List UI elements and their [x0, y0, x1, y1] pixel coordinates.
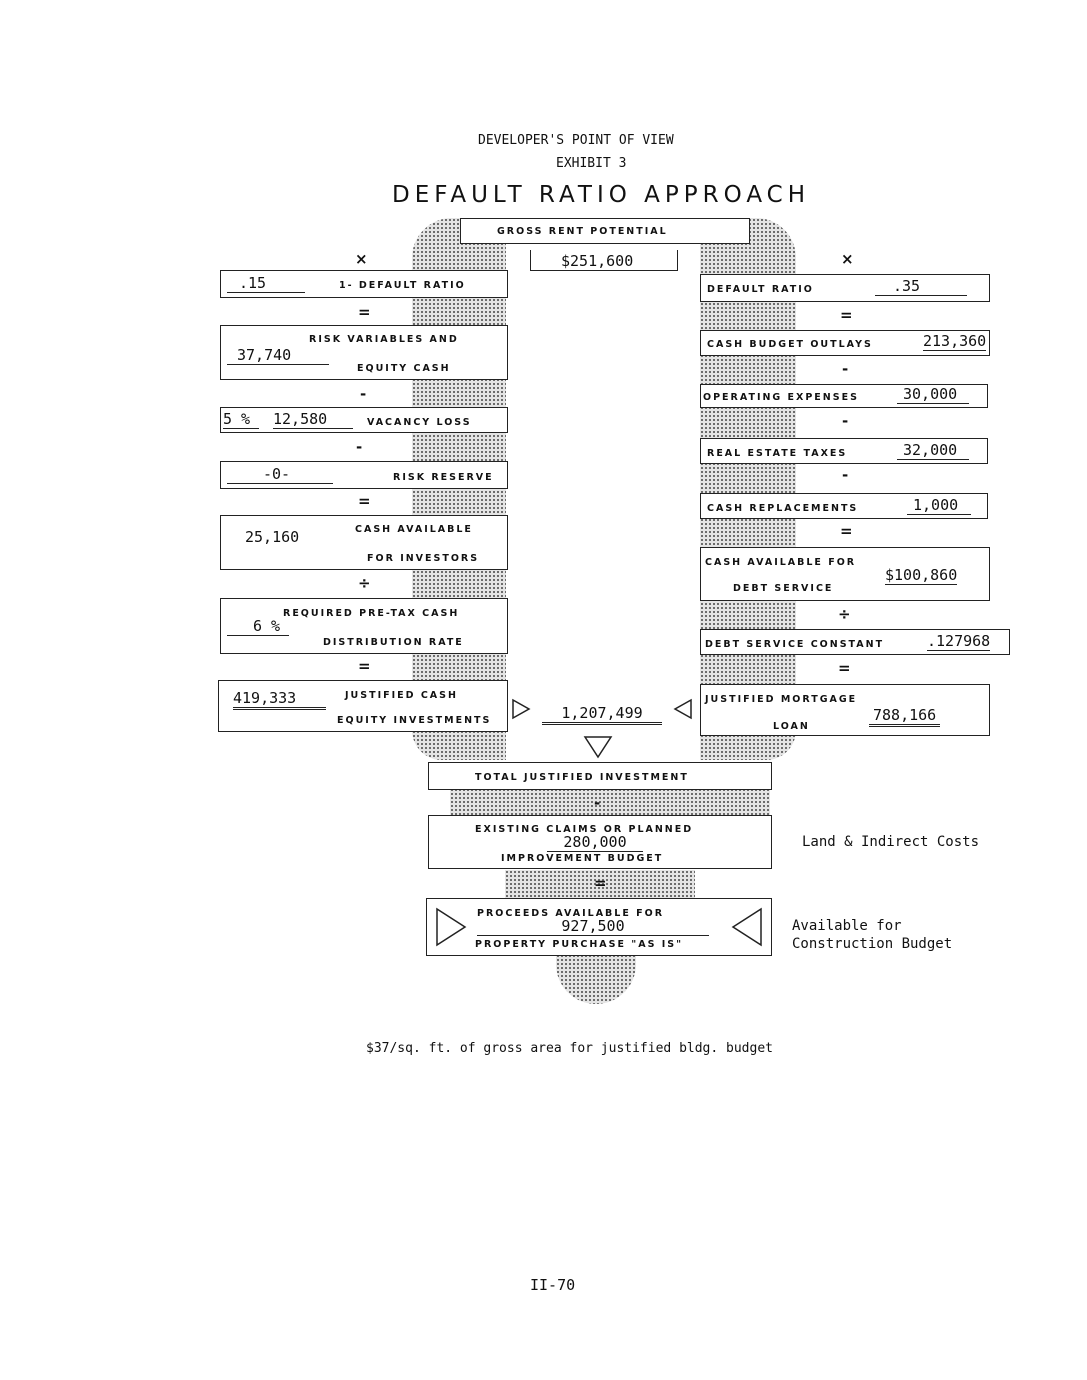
down-pointing-arrow-icon: [582, 734, 614, 760]
right-op-4: -: [842, 466, 849, 484]
header-line-1: DEVELOPER'S POINT OF VIEW: [478, 133, 674, 148]
proceeds-label-1: PROCEEDS AVAILABLE FOR: [477, 908, 665, 919]
right-op-5: =: [840, 522, 853, 540]
distribution-label-2: DISTRIBUTION RATE: [323, 637, 464, 648]
risk-reserve-box: [220, 461, 508, 489]
gross-rent-potential-box: [460, 218, 750, 244]
distribution-label-1: REQUIRED PRE-TAX CASH: [283, 608, 460, 619]
proceeds-right-arrow-icon: [433, 905, 469, 949]
proceeds-label-2: PROPERTY PURCHASE "AS IS": [475, 939, 684, 950]
operating-value: 30,000: [897, 385, 969, 404]
claims-note: Land & Indirect Costs: [802, 834, 980, 850]
right-default-ratio-value: .35: [875, 277, 967, 296]
vacancy-loss-box: [220, 407, 508, 433]
stipple-bottom-tip: [556, 954, 636, 1004]
cash-budget-value: 213,360: [923, 332, 987, 350]
proceeds-note-line-2: Construction Budget: [792, 936, 953, 952]
debt-service-constant-box: [700, 629, 1010, 655]
proceeds-available-box: [426, 898, 772, 956]
operating-expenses-box: [700, 384, 988, 408]
stipple-lower-band-1: [450, 788, 770, 818]
cash-budget-outlays-box: [700, 330, 990, 356]
diagram-title: DEFAULT RATIO APPROACH: [392, 182, 811, 208]
mortgage-value: 788,166: [869, 706, 940, 727]
equity-value: 419,333: [233, 689, 326, 710]
gross-rent-value: $251,600: [561, 252, 634, 270]
gross-rent-label: GROSS RENT POTENTIAL: [497, 226, 668, 237]
left-default-ratio-label: 1- DEFAULT RATIO: [339, 280, 466, 291]
mortgage-label-1: JUSTIFIED MORTGAGE: [705, 694, 858, 705]
right-default-ratio-label: DEFAULT RATIO: [707, 284, 814, 295]
right-op-1: =: [840, 306, 853, 324]
reserve-label: RISK RESERVE: [393, 472, 494, 483]
reserve-value: -0-: [227, 465, 333, 484]
cash-available-label-2: FOR INVESTORS: [367, 553, 480, 564]
vacancy-percent: 5 %: [223, 410, 259, 429]
justified-mortgage-box: [700, 684, 990, 736]
left-op-2: -: [360, 385, 367, 403]
real-estate-taxes-box: [700, 438, 988, 464]
cash-available-label-1: CASH AVAILABLE: [355, 524, 473, 535]
left-default-ratio-value: .15: [227, 274, 305, 293]
total-justified-investment-box: [428, 762, 772, 790]
claims-label-1: EXISTING CLAIMS OR PLANNED: [475, 824, 694, 835]
right-op-7: =: [838, 659, 851, 677]
right-op-6: ÷: [838, 605, 851, 623]
constant-value: .127968: [927, 632, 991, 650]
stipple-left-arm: [412, 218, 506, 760]
replacements-label: CASH REPLACEMENTS: [707, 503, 859, 514]
mortgage-label-2: LOAN: [773, 721, 810, 732]
distribution-rate-box: [220, 598, 508, 654]
taxes-value: 32,000: [897, 441, 969, 460]
right-op-2: -: [842, 360, 849, 378]
claims-value: 280,000: [547, 833, 643, 852]
cash-available-debt-service-box: [700, 547, 990, 601]
total-investment-value: 1,207,499: [542, 704, 662, 725]
right-default-ratio-box: [700, 274, 990, 302]
proceeds-note-line-1: Available for: [792, 918, 902, 934]
risk-variables-box: [220, 325, 508, 380]
taxes-label: REAL ESTATE TAXES: [707, 448, 848, 459]
left-op-3: -: [356, 438, 363, 456]
total-label: TOTAL JUSTIFIED INVESTMENT: [475, 772, 689, 783]
left-default-ratio-box: [220, 270, 508, 298]
operating-label: OPERATING EXPENSES: [703, 392, 859, 403]
footer-note: $37/sq. ft. of gross area for justified bldg. budget: [366, 1041, 773, 1056]
existing-claims-box: [428, 815, 772, 869]
debt-service-label-2: DEBT SERVICE: [733, 583, 834, 594]
left-op-6: =: [358, 657, 371, 675]
proceeds-left-arrow-icon: [729, 905, 765, 949]
left-op-5: ÷: [358, 574, 371, 592]
cash-available-investors-box: [220, 515, 508, 570]
constant-label: DEBT SERVICE CONSTANT: [705, 639, 885, 650]
cash-replacements-box: [700, 493, 988, 519]
justified-equity-box: [218, 680, 508, 732]
cash-available-value: 25,160: [245, 528, 300, 546]
left-op-1: =: [358, 303, 371, 321]
risk-label-line-2: EQUITY CASH: [357, 363, 451, 374]
left-pointing-arrow-icon: [672, 697, 694, 721]
risk-label-line-1: RISK VARIABLES AND: [309, 334, 459, 345]
right-op-3: -: [842, 412, 849, 430]
center-op-equals: =: [594, 874, 607, 892]
distribution-value: 6 %: [227, 617, 289, 636]
equity-label-2: EQUITY INVESTMENTS: [337, 715, 492, 726]
gross-rent-value-bracket: [530, 250, 678, 271]
page-number: II-70: [530, 1276, 576, 1294]
right-multiply-sign: ×: [841, 250, 854, 268]
debt-service-value: $100,860: [885, 566, 958, 584]
left-multiply-sign: ×: [355, 250, 368, 268]
center-channel: [506, 248, 700, 760]
header-line-2: EXHIBIT 3: [556, 156, 627, 171]
equity-label-1: JUSTIFIED CASH: [345, 690, 458, 701]
right-pointing-arrow-icon: [510, 697, 532, 721]
center-op-minus: -: [594, 794, 601, 812]
claims-label-2: IMPROVEMENT BUDGET: [501, 853, 664, 864]
cash-budget-label: CASH BUDGET OUTLAYS: [707, 339, 873, 350]
left-op-4: =: [358, 492, 371, 510]
risk-value: 37,740: [227, 346, 329, 365]
vacancy-label: VACANCY LOSS: [367, 417, 472, 428]
debt-service-label-1: CASH AVAILABLE FOR: [705, 557, 857, 568]
replacements-value: 1,000: [907, 496, 971, 515]
proceeds-value: 927,500: [477, 917, 709, 936]
vacancy-value: 12,580: [273, 410, 353, 429]
